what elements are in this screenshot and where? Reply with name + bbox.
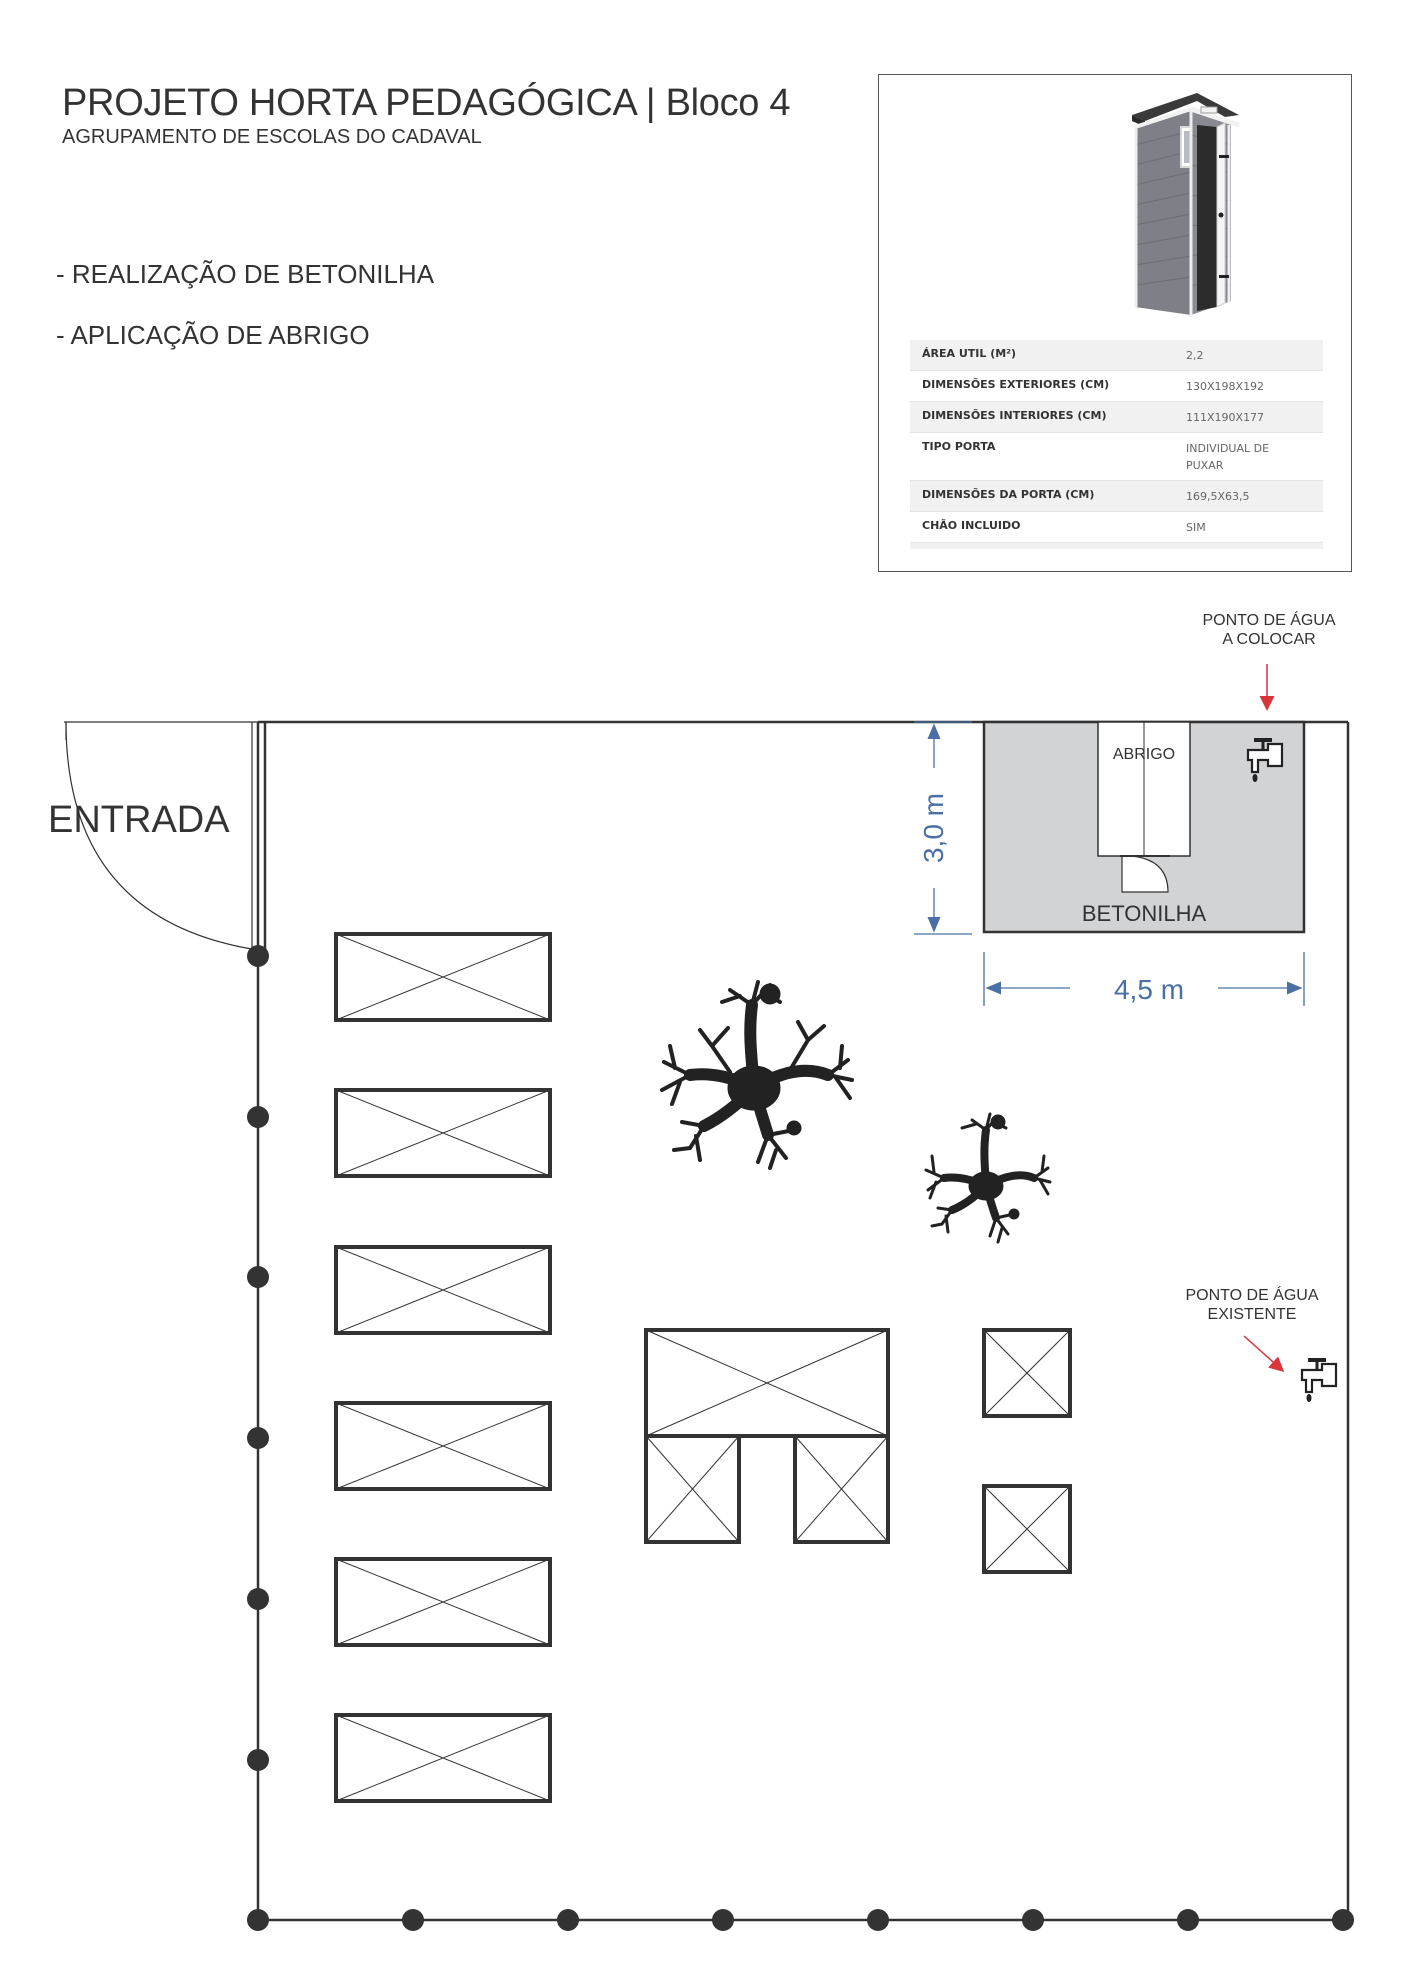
spec-label: CHÃO INCLUIDO xyxy=(922,519,1021,532)
slab-label: BETONILHA xyxy=(1081,901,1207,926)
water-point-existing xyxy=(1302,1358,1336,1402)
garden-bed-small xyxy=(646,1436,739,1542)
garden-bed xyxy=(336,1715,550,1801)
garden-bed xyxy=(336,1247,550,1333)
spec-label: ÁREA UTIL (M²) xyxy=(922,347,1017,360)
task-item-betonilha: - REALIZAÇÃO DE BETONILHA xyxy=(56,259,435,289)
spec-label: DIMENSÕES INTERIORES (CM) xyxy=(922,409,1107,422)
water-existing-label-line1: PONTO DE ÁGUA xyxy=(1185,1287,1319,1304)
water-new-label-line1: PONTO DE ÁGUA xyxy=(1202,612,1336,629)
tree-small xyxy=(926,1114,1050,1242)
garden-bed-small xyxy=(795,1436,888,1542)
garden-bed xyxy=(336,1403,550,1489)
shelter-label: ABRIGO xyxy=(1112,746,1176,763)
spec-value: 2,2 xyxy=(1186,349,1204,362)
water-existing-label-line2: EXISTENTE xyxy=(1207,1306,1297,1323)
garden-bed xyxy=(336,1559,550,1645)
garden-bed-large xyxy=(646,1330,888,1436)
garden-bed xyxy=(336,934,550,1020)
spec-label: TIPO PORTA xyxy=(922,440,996,453)
dimension-height-label: 3,0 m xyxy=(918,792,949,864)
page-subtitle: AGRUPAMENTO DE ESCOLAS DO CADAVAL xyxy=(62,126,482,148)
spec-value: 169,5X63,5 xyxy=(1186,490,1250,503)
page-title: PROJETO HORTA PEDAGÓGICA | Bloco 4 xyxy=(62,82,791,124)
spec-label: DIMENSÕES EXTERIORES (CM) xyxy=(922,378,1110,391)
spec-value: 111X190X177 xyxy=(1186,411,1265,424)
water-existing-arrow xyxy=(1244,1336,1282,1370)
garden-bed xyxy=(336,1090,550,1176)
garden-bed-square xyxy=(984,1330,1070,1416)
spec-value: SIM xyxy=(1186,521,1206,534)
garden-bed-square xyxy=(984,1486,1070,1572)
water-new-label-line2: A COLOCAR xyxy=(1222,631,1316,648)
entrance-label: ENTRADA xyxy=(48,799,230,841)
garden-beds xyxy=(336,934,1070,1801)
spec-value: INDIVIDUAL DE PUXAR xyxy=(1186,442,1270,472)
spec-label: DIMENSÕES DA PORTA (CM) xyxy=(922,488,1095,501)
dimension-width-label: 4,5 m xyxy=(1113,974,1185,1005)
task-item-abrigo: - APLICAÇÃO DE ABRIGO xyxy=(56,320,370,350)
tree-large xyxy=(662,982,852,1168)
spec-value: 130X198X192 xyxy=(1186,380,1265,393)
